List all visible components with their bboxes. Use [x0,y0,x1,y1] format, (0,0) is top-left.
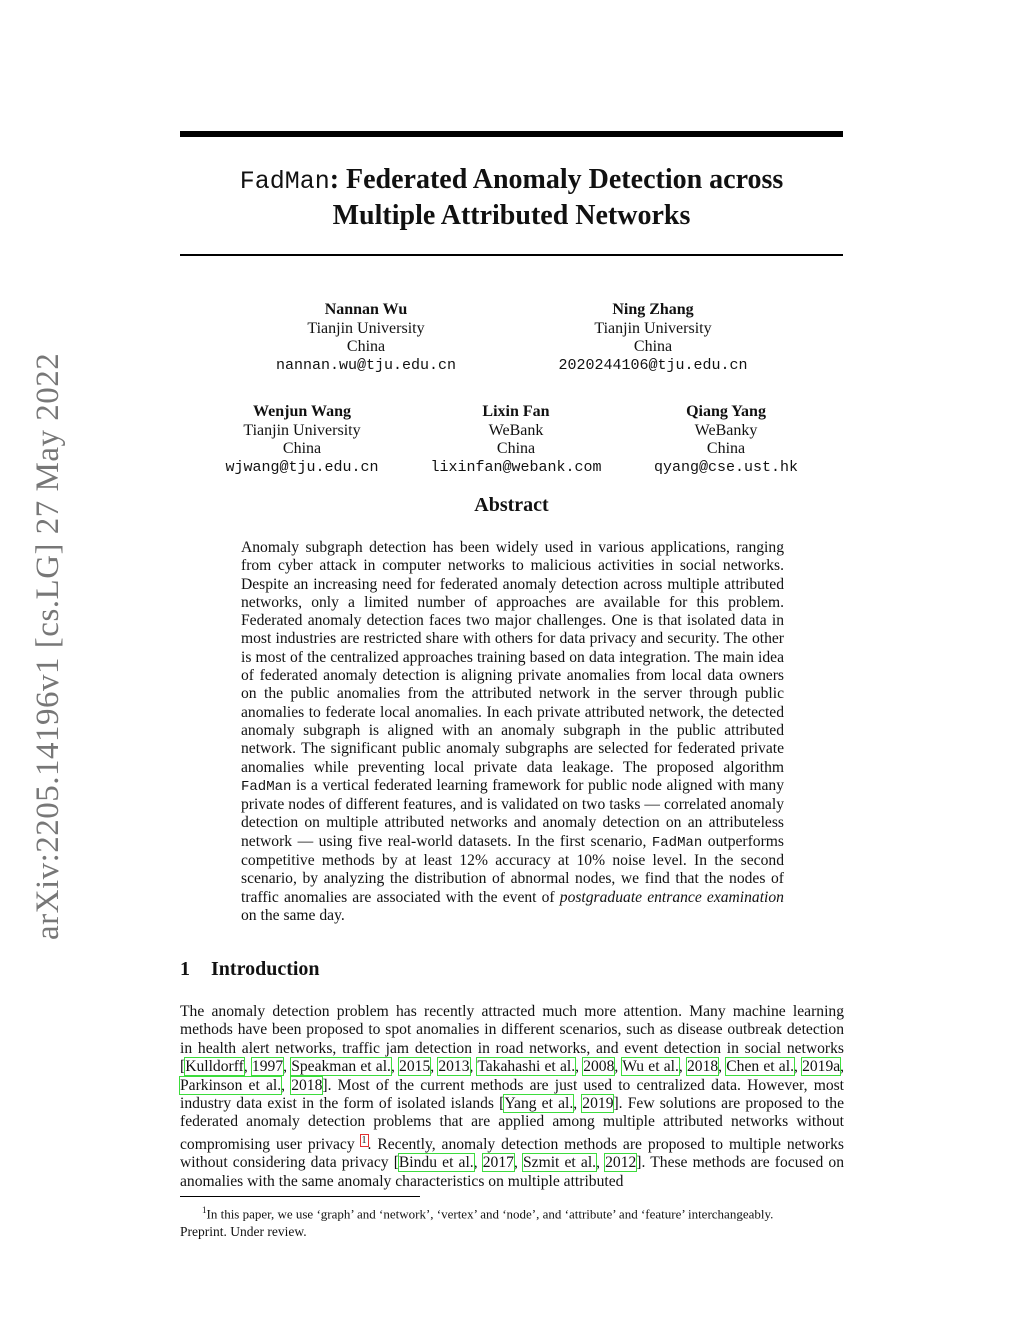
citation-link[interactable]: 2015 [399,1058,431,1076]
title-line1: : Federated Anomaly Detection across [329,164,784,195]
citation-link[interactable]: Szmit et al. [522,1154,597,1172]
title-line2: Multiple Attributed Networks [332,200,691,231]
author-name: Lixin Fan [482,403,550,420]
author-email[interactable]: wjwang@tju.edu.cn [225,458,379,476]
footnote-rule [180,1196,420,1197]
citation-link[interactable]: Yang et al. [504,1095,574,1113]
author-email[interactable]: qyang@cse.ust.hk [653,458,799,476]
citation-link[interactable]: 2018 [291,1076,323,1094]
citation-link[interactable]: 2017 [482,1154,514,1172]
abstract-body [241,539,784,925]
author-affiliation: Tianjin University [243,421,361,439]
citation-link[interactable]: Kulldorff [185,1058,244,1076]
author-block [212,403,392,477]
author-name: Ning Zhang [612,301,694,318]
abstract-text: Anomaly subgraph detection has been widely used in various applications, ranging from cyber attack in computer networks to malicious activities in social networks. Despite an increasing need for federated anomaly detection across multiple attributed networks, only a limited number of approaches are available for this problem. Federated anomaly detection faces two major challenges. One is that isolated data in most industries are restricted share with others for data privacy and security. The other is most of the centralized approaches training based on data integration. The main idea of federated anomaly detection is aligning private anomalies from local data owners on the public anomalies from the attributed network in the server through public anomalies to federate local anomalies. In each private attributed network, the detected anomaly subgraph is aligned with an anomaly subgraph in the public attributed network. The significant public anomaly subgraphs are selected for federated private anomalies while preventing local private data leakage. The proposed algorithm [241,539,784,776]
footnote-reference[interactable]: 1 [361,1134,367,1146]
title-top-rule [180,131,843,137]
author-email[interactable]: 2020244106@tju.edu.cn [558,356,748,374]
author-name: Qiang Yang [686,403,766,420]
abstract-heading: Abstract [474,494,549,516]
citation-link[interactable]: Takahashi et al. [477,1058,576,1076]
author-country: China [633,338,673,355]
author-affiliation: Tianjin University [594,319,712,337]
citation-link[interactable]: Parkinson et al. [180,1076,282,1094]
author-block [266,301,466,375]
abstract-emphasis: postgraduate entrance examination [559,888,784,906]
author-email[interactable]: nannan.wu@tju.edu.cn [275,356,457,374]
abstract-text: outperforms competitive methods by at least 12% accuracy at 10% noise level. In the second scenario, by analyzing the distribution of abnormal nodes, we find that the nodes of traffic anomalies are associated with the event of [241,832,784,906]
citation-link[interactable]: 2019 [582,1095,614,1113]
intro-text: ]. These methods are focused on anomalies with the same anomaly characteristics on multiple attributed [180,1154,845,1190]
author-block [636,403,816,477]
author-block [416,403,616,477]
arxiv-stamp: arXiv:2205.14196v1 [cs.LG] 27 May 2022 [30,352,66,940]
citation-link[interactable]: Wu et al. [622,1058,679,1076]
citation-link[interactable]: 1997 [251,1058,284,1076]
abstract-text: on the same day. [241,906,345,924]
citation-link[interactable]: Speakman et al. [291,1058,391,1076]
author-block [543,301,763,375]
author-name: Nannan Wu [324,301,408,318]
citation-link[interactable]: 2008 [583,1058,615,1076]
author-name: Wenjun Wang [253,403,351,420]
author-country: China [282,440,322,457]
algorithm-name: FadMan [651,834,703,851]
citation-link[interactable]: 2012 [605,1154,637,1172]
author-country: China [346,338,386,355]
author-country: China [706,440,746,457]
preprint-notice: Preprint. Under review. [180,1224,307,1239]
author-country: China [496,440,536,457]
footnote [180,1202,850,1222]
paper-title [180,163,843,233]
author-affiliation: Tianjin University [307,319,425,337]
algorithm-name: FadMan [241,778,292,795]
footnote-mark: 1 [202,1205,207,1215]
title-algorithm-name: FadMan [239,167,330,196]
author-affiliation: WeBanky [694,421,758,439]
intro-text: . Recently, anomaly detection methods are proposed to multiple networks without considering data privacy [ [180,1136,844,1172]
citation-link[interactable]: Chen et al. [726,1058,794,1076]
section-heading [180,958,320,981]
author-affiliation: WeBank [488,421,544,439]
citation-link[interactable]: Bindu et al. [398,1154,474,1172]
intro-text: The anomaly detection problem has recently attracted much more attention. Many machine learning methods have been proposed to spot anomalies in different scenarios, such as disease outbreak detection in health alert networks, traffic jam detection in road networks, and event detection in social networks [ [180,1003,844,1076]
author-email[interactable]: lixinfan@webank.com [430,458,602,476]
abstract-text: is a vertical federated learning framework for public node aligned with many private nodes of different features, and is validated on two tasks — correlated anomaly detection on multiple attributed networks and anomaly detection on an attributeless network — using five real-world datasets. In the first scenario, [241,776,784,850]
citation-link[interactable]: 2013 [438,1058,470,1076]
section-number: 1 [180,958,190,980]
section-title: Introduction [211,958,320,980]
footnote-text: In this paper, we use ‘graph’ and ‘network’, ‘vertex’ and ‘node’, and ‘attribute’ and ‘feature’ interchangeably. [206,1206,774,1222]
intro-text: ]. Few solutions are proposed to the federated anomaly detection problems that are applied among multiple attributed networks without compromising user privacy [180,1095,844,1154]
intro-paragraph: The anomaly detection problem has recently attracted much more attention. Many machine learning methods have been proposed to spot anomalies in different scenarios, such as disease outbreak detection in health alert networks, traffic jam detection in road networks, and event detection in social networks [Kulldorff, 1997, Speakman et al., 2015, 2013, Takahashi et al., 2008, Wu et al., 2018, Chen et al., 2019a, Parkinson et al., 2018]. Most of the current methods are just used to centralized data. However, most industry data exist in the form of isolated islands [Yang et al., 2019]. Few solutions are proposed to the federated anomaly detection problems that are applied among multiple attributed networks without compromising user privacy $^1$. Recently, anomaly detection methods are proposed to multiple networks without considering data privacy [Bindu et al., 2017, Szmit et al., 2012]. These methods are focused on anomalies with the same anomaly characteristics on multiple attributed [180,1003,845,1190]
citation-link[interactable]: 2019a [802,1058,841,1076]
citation-link[interactable]: 2018 [686,1058,719,1076]
title-bottom-rule [180,254,843,256]
intro-text: ]. Most of the current methods are just used to centralized data. However, most industry data exist in the form of isolated islands [ [180,1076,845,1113]
